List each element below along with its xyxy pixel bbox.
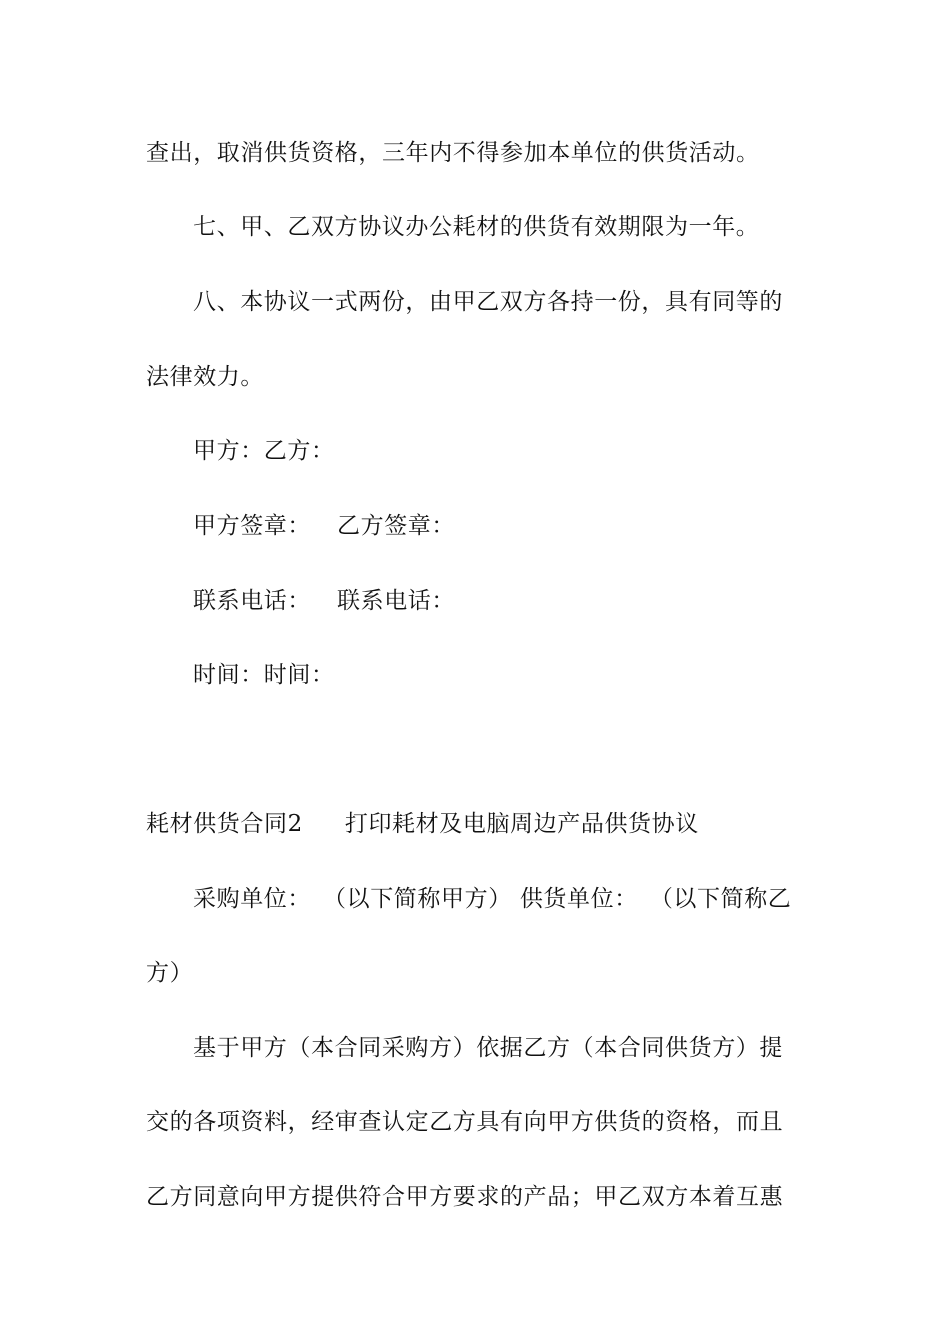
party-a-signature-label: 甲方签章：	[193, 513, 311, 539]
section-heading	[146, 809, 826, 839]
purchaser-label: 采购单位：	[193, 886, 311, 912]
clause-eight: 八、本协议一式两份，由甲乙双方各持一份，具有同等的	[193, 289, 783, 315]
phone-line	[193, 586, 873, 616]
clause-seven: 七、甲、乙双方协议办公耗材的供货有效期限为一年。	[193, 214, 760, 240]
supplier-label: 供货单位：	[519, 886, 638, 912]
contract-number-title: 耗材供货合同2	[146, 811, 303, 837]
paragraph-line: 交的各项资料，经审查认定乙方具有向甲方供货的资格，而且	[146, 1109, 784, 1135]
paragraph-line: 乙方同意向甲方提供符合甲方要求的产品；甲乙双方本着互惠	[146, 1184, 784, 1210]
party-line: 甲方：乙方：	[193, 438, 335, 464]
paragraph-line: 方）	[146, 960, 194, 986]
paragraph-line: 基于甲方（本合同采购方）依据乙方（本合同供货方）提	[193, 1035, 783, 1061]
supplier-abbrev: （以下简称乙	[649, 886, 792, 912]
party-b-phone-label: 联系电话：	[337, 588, 455, 614]
date-line: 时间：时间：	[193, 662, 335, 688]
agreement-title: 打印耗材及电脑周边产品供货协议	[344, 811, 699, 837]
paragraph-line: 法律效力。	[146, 364, 264, 390]
party-a-phone-label: 联系电话：	[193, 588, 311, 614]
parties-line	[193, 884, 873, 914]
signature-line	[193, 511, 873, 541]
purchaser-abbrev: （以下简称甲方）	[323, 886, 512, 912]
paragraph-line: 查出，取消供货资格，三年内不得参加本单位的供货活动。	[146, 140, 760, 166]
party-b-signature-label: 乙方签章：	[337, 513, 455, 539]
